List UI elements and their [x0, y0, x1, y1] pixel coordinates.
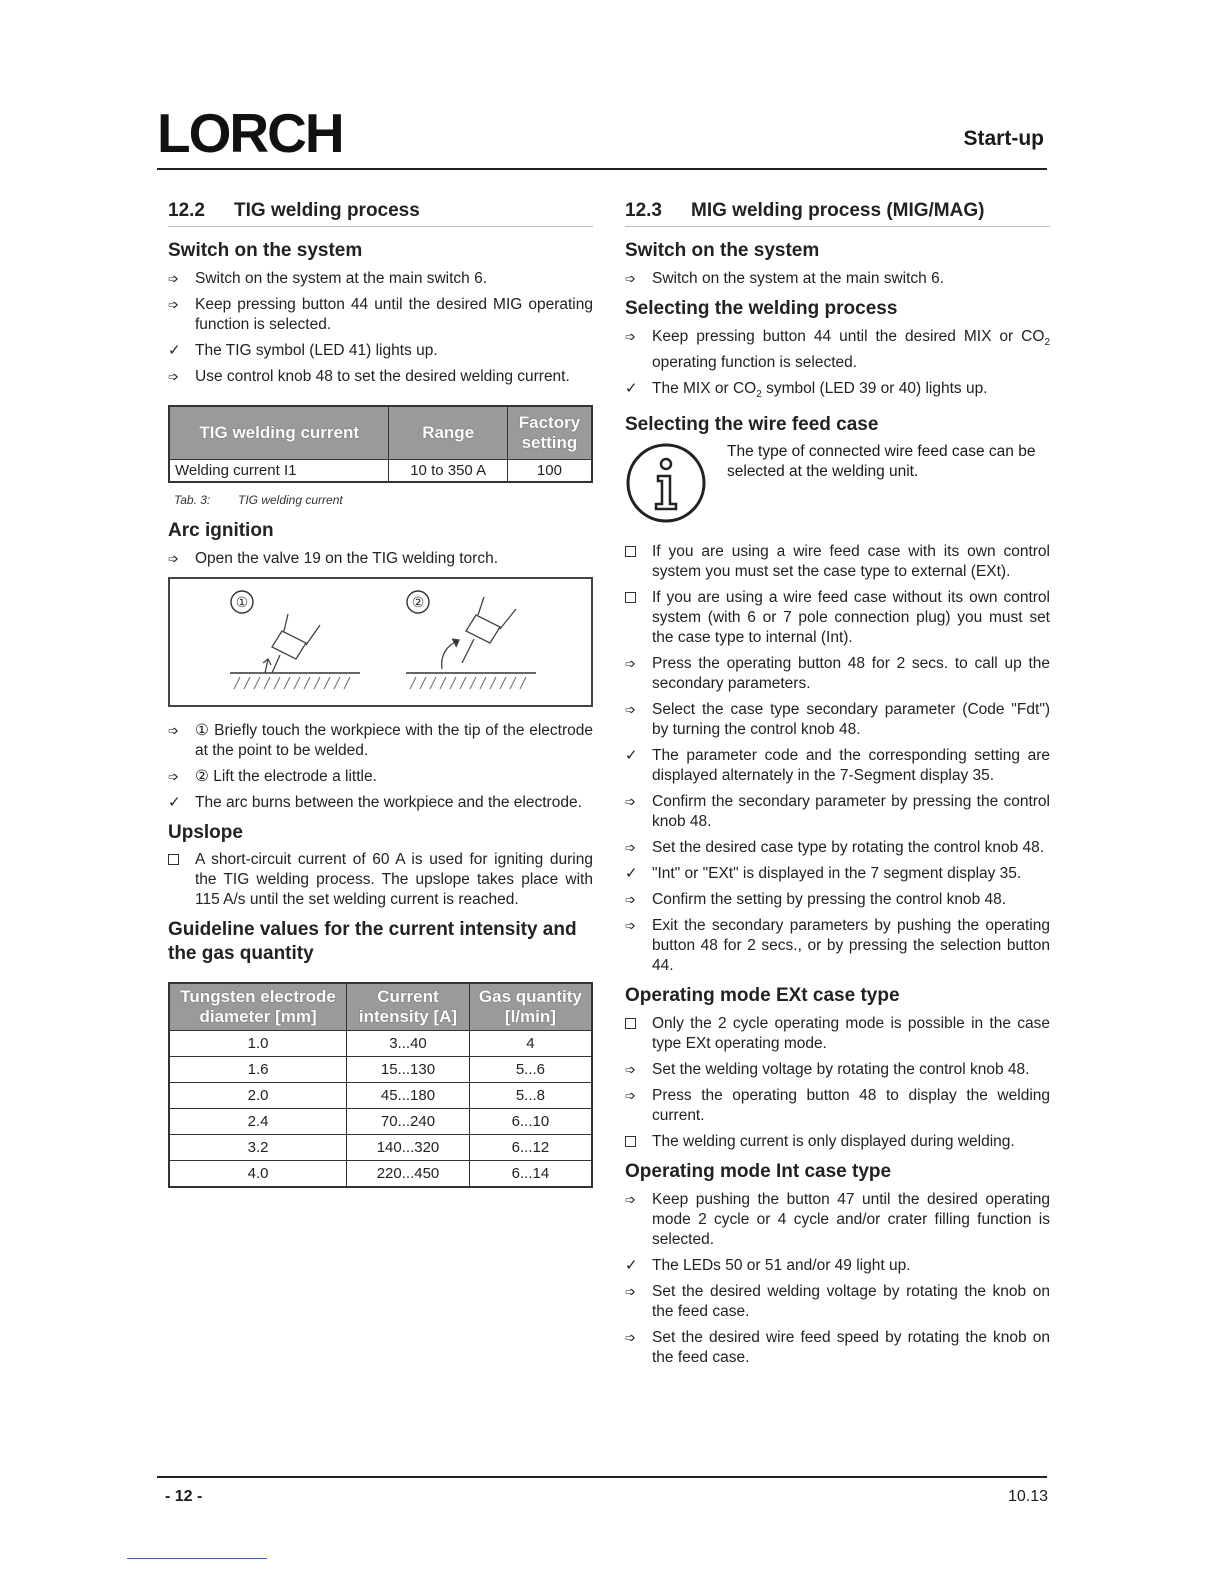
- box-icon: [625, 542, 645, 563]
- heading-number: 12.2: [168, 200, 205, 221]
- list-item: ➩ Use control knob 48 to set the desired welding current.: [168, 367, 593, 387]
- list-item: ➩ Set the desired case type by rotating the control knob 48.: [625, 838, 1050, 858]
- list-item: ➩ Confirm the setting by pressing the control knob 48.: [625, 890, 1050, 910]
- table-header: Current intensity [A]: [347, 983, 470, 1031]
- info-note: [625, 442, 1050, 524]
- torch-illustration: [170, 579, 591, 701]
- list-item: The welding current is only displayed during welding.: [625, 1132, 1050, 1152]
- arrow-icon: [168, 549, 188, 569]
- section-heading-mig: [625, 200, 1050, 227]
- left-column: [168, 200, 593, 1188]
- steps-touch-lift: [168, 721, 593, 813]
- list-item: ➩ Switch on the system at the main switch 6.: [625, 269, 1050, 289]
- list-item: ✓ The LEDs 50 or 51 and/or 49 light up.: [625, 1256, 1050, 1276]
- list-item: Only the 2 cycle operating mode is possible in the case type EXt operating mode.: [625, 1014, 1050, 1054]
- check-icon: [625, 1256, 645, 1276]
- subheading-int-case: Operating mode Int case type: [625, 1161, 892, 1183]
- subheading-selecting-process: Selecting the welding process: [625, 297, 898, 319]
- subheading-ext-case: Operating mode EXt case type: [625, 985, 900, 1007]
- list-item: ➩ Open the valve 19 on the TIG welding torch.: [168, 549, 593, 569]
- arrow-icon: [625, 890, 645, 910]
- table-row: 2.4 70...240 6...10: [169, 1108, 592, 1134]
- arrow-icon: [625, 1190, 645, 1210]
- check-icon: [168, 341, 188, 361]
- arrow-icon: [625, 1328, 645, 1348]
- arrow-icon: [168, 721, 188, 741]
- figure-label-2: ②: [411, 593, 425, 610]
- heading-text: TIG welding process: [234, 200, 420, 221]
- info-icon: [625, 442, 707, 524]
- lorch-logo: LORCH: [157, 102, 343, 164]
- list-item: ➩ ① Briefly touch the workpiece with the tip of the electrode at the point to be welded.: [168, 721, 593, 761]
- table-row: 2.0 45...180 5...8: [169, 1082, 592, 1108]
- subheading-arc-ignition: Arc ignition: [168, 519, 274, 541]
- check-icon: [625, 864, 645, 884]
- arrow-icon: [625, 1060, 645, 1080]
- list-item: ➩ Keep pressing button 44 until the desired MIX or $CO_2$ operating function is selected.: [625, 327, 1050, 373]
- tig-current-table: [168, 405, 593, 483]
- list-item: ➩ Keep pressing button 44 until the desired MIG operating function is selected.: [168, 295, 593, 335]
- arrow-icon: [625, 700, 645, 720]
- table-row: 1.6 15...130 5...6: [169, 1056, 592, 1082]
- box-icon: [625, 1014, 645, 1035]
- heading-text: MIG welding process (MIG/MAG): [691, 200, 985, 221]
- table-row: 1.0 3...40 4: [169, 1030, 592, 1056]
- list-item: ➩ Set the desired welding voltage by rotating the knob on the feed case.: [625, 1282, 1050, 1322]
- header-rule: [157, 168, 1047, 170]
- steps-upslope: [168, 850, 593, 910]
- table-caption: Tab. 3: TIG welding current: [174, 492, 343, 507]
- check-icon: [625, 746, 645, 766]
- list-item: ✓ The TIG symbol (LED 41) lights up.: [168, 341, 593, 361]
- arrow-icon: [625, 1282, 645, 1302]
- arrow-icon: [168, 295, 188, 315]
- check-icon: [625, 379, 645, 399]
- steps-switch-on-mig: [625, 269, 1050, 289]
- footer-rule: [157, 1476, 1047, 1478]
- section-title: Start-up: [963, 127, 1044, 150]
- steps-selecting-process: [625, 327, 1050, 405]
- section-heading-tig: [168, 200, 593, 227]
- steps-int-case: [625, 1190, 1050, 1368]
- steps-wire-feed-case: [625, 542, 1050, 976]
- table-row: 4.0 220...450 6...14: [169, 1160, 592, 1187]
- arrow-icon: [625, 916, 645, 936]
- subheading-guideline-values: Guideline values for the current intensity and the gas quantity: [168, 919, 577, 964]
- right-column: [625, 200, 1050, 1374]
- guideline-values-table: [168, 982, 593, 1188]
- arrow-icon: [625, 327, 645, 347]
- subheading-switch-on: Switch on the system: [168, 240, 363, 261]
- page-number: - 12 -: [165, 1488, 203, 1505]
- table-header: Gas quantity [l/min]: [469, 983, 592, 1031]
- figure-label-1: ①: [235, 593, 249, 610]
- list-item: ➩ Press the operating button 48 to display the welding current.: [625, 1086, 1050, 1126]
- arrow-icon: [625, 269, 645, 289]
- check-icon: [168, 793, 188, 813]
- table-header: Range: [389, 406, 507, 460]
- heading-number: 12.3: [625, 200, 662, 221]
- list-item: If you are using a wire feed case with its own control system you must set the case type to external (EXt).: [625, 542, 1050, 582]
- list-item: ➩ Set the welding voltage by rotating the control knob 48.: [625, 1060, 1050, 1080]
- arrow-icon: [168, 767, 188, 787]
- box-icon: [625, 1132, 645, 1153]
- table-row: Welding current I1 10 to 350 A 100: [169, 459, 592, 482]
- arrow-icon: [625, 792, 645, 812]
- link-underline: [127, 1558, 267, 1559]
- arrow-icon: [168, 269, 188, 289]
- table-header: Factory setting: [507, 406, 592, 460]
- list-item: ✓ The parameter code and the corresponding setting are displayed alternately in the 7-Segment display 35.: [625, 746, 1050, 786]
- list-item: ➩ Set the desired wire feed speed by rotating the knob on the feed case.: [625, 1328, 1050, 1368]
- subheading-switch-on: Switch on the system: [625, 240, 820, 261]
- subheading-upslope: Upslope: [168, 821, 243, 843]
- steps-switch-on: [168, 269, 593, 387]
- list-item: ➩ Select the case type secondary parameter (Code "Fdt") by turning the control knob 48.: [625, 700, 1050, 740]
- list-item: ✓ The MIX or $CO_2$ symbol (LED 39 or 40) lights up.: [625, 379, 1050, 405]
- box-icon: [625, 588, 645, 609]
- steps-ext-case: [625, 1014, 1050, 1152]
- arrow-icon: [625, 654, 645, 674]
- table-header: TIG welding current: [169, 406, 389, 460]
- steps-arc-ignition: [168, 549, 593, 569]
- list-item: A short-circuit current of 60 A is used for igniting during the TIG welding process. The upslope takes place with 115 A/s until the set welding current is reached.: [168, 850, 593, 910]
- list-item: ➩ Keep pushing the button 47 until the desired operating mode 2 cycle or 4 cycle and/or crater filling function is selected.: [625, 1190, 1050, 1250]
- table-row: 3.2 140...320 6...12: [169, 1134, 592, 1160]
- info-text: The type of connected wire feed case can be selected at the welding unit.: [727, 443, 1036, 481]
- list-item: ✓ "Int" or "EXt" is displayed in the 7 segment display 35.: [625, 864, 1050, 884]
- arrow-icon: [625, 838, 645, 858]
- list-item: ➩ Exit the secondary parameters by pushing the operating button 48 for 2 secs., or by pressing the selection button 44.: [625, 916, 1050, 976]
- list-item: ➩ Press the operating button 48 for 2 secs. to call up the secondary parameters.: [625, 654, 1050, 694]
- arrow-icon: [625, 1086, 645, 1106]
- list-item: ➩ ② Lift the electrode a little.: [168, 767, 593, 787]
- list-item: ✓ The arc burns between the workpiece and the electrode.: [168, 793, 593, 813]
- box-icon: [168, 850, 188, 871]
- version-label: 10.13: [1007, 1488, 1048, 1505]
- table-header: Tungsten electrode diameter [mm]: [169, 983, 347, 1031]
- list-item: If you are using a wire feed case without its own control system (with 6 or 7 pole connection plug) you must set the case type to internal (Int).: [625, 588, 1050, 648]
- list-item: ➩ Switch on the system at the main switch 6.: [168, 269, 593, 289]
- subheading-wire-feed-case: Selecting the wire feed case: [625, 413, 879, 435]
- arrow-icon: [168, 367, 188, 387]
- arc-ignition-figure: [168, 577, 593, 707]
- list-item: ➩ Confirm the secondary parameter by pressing the control knob 48.: [625, 792, 1050, 832]
